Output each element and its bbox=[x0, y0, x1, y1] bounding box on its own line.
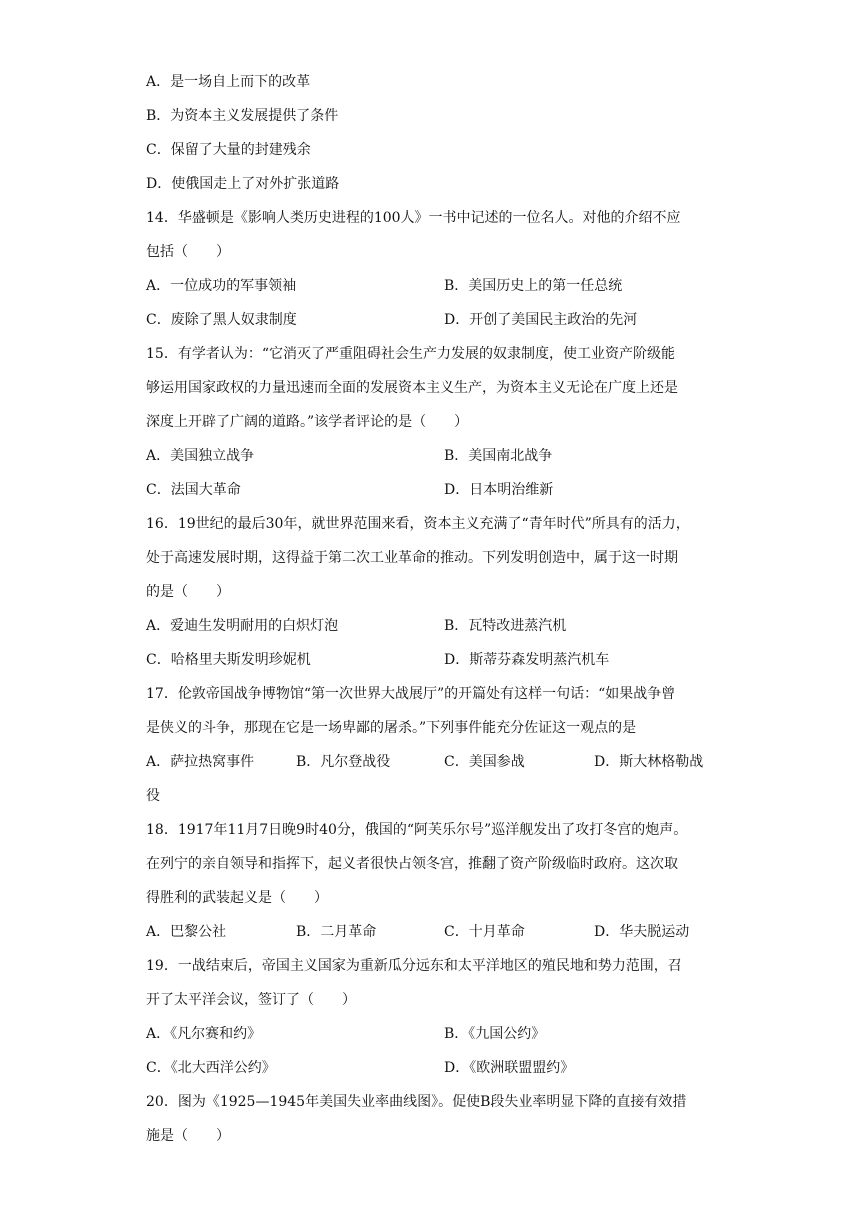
q17-stem-line-2: 是侠义的斗争，那现在它是一场卑鄙的屠杀。”下列事件能充分佐证这一观点的是 bbox=[146, 720, 637, 736]
q15-stem-line-1: 15．有学者认为：“它消灭了严重阻碍社会生产力发展的奴隶制度，使工业资产阶级能 bbox=[146, 346, 675, 362]
q14-option-d: D．开创了美国民主政治的先河 bbox=[444, 312, 638, 328]
q17-option-d-wrap: 役 bbox=[146, 788, 160, 804]
q16-stem-line-2: 处于高速发展时期，这得益于第二次工业革命的推动。下列发明创造中，属于这一时期 bbox=[146, 550, 678, 566]
q16-stem-line-1: 16．19世纪的最后30年，就世界范围来看，资本主义充满了“青年时代”所具有的活力， bbox=[146, 516, 690, 532]
q20-stem-line-1: 20．图为《1925—1945年美国失业率曲线图》。促使B段失业率明显下降的直接有效措 bbox=[146, 1094, 687, 1110]
q18-option-c: C．十月革命 bbox=[444, 924, 525, 940]
q13-option-a: A．是一场自上而下的改革 bbox=[146, 74, 311, 90]
q14-option-b: B．美国历史上的第一任总统 bbox=[444, 278, 623, 294]
q17-option-c: C．美国参战 bbox=[444, 754, 525, 770]
q18-option-b: B．二月革命 bbox=[296, 924, 377, 940]
q13-option-d: D．使俄国走上了对外扩张道路 bbox=[146, 176, 340, 192]
q19-option-d: D．《欧洲联盟盟约》 bbox=[444, 1060, 575, 1076]
q14-option-c: C．废除了黑人奴隶制度 bbox=[146, 312, 297, 328]
q15-stem-line-2: 够运用国家政权的力量迅速而全面的发展资本主义生产，为资本主义无论在广度上还是 bbox=[146, 380, 678, 396]
q13-option-b: B．为资本主义发展提供了条件 bbox=[146, 108, 339, 124]
q14-stem-line-1: 14．华盛顿是《影响人类历史进程的100人》一书中记述的一位名人。对他的介绍不应 bbox=[146, 210, 681, 226]
q19-option-a: A．《凡尔赛和约》 bbox=[146, 1026, 262, 1042]
q15-stem-line-3: 深度上开辟了广阔的道路。”该学者评论的是（ ） bbox=[146, 414, 469, 430]
q18-stem-line-1: 18．1917年11月7日晚9时40分，俄国的“阿芙乐尔号”巡洋舰发出了攻打冬宫的炮声。 bbox=[146, 822, 688, 838]
q18-stem-line-3: 得胜利的武装起义是（ ） bbox=[146, 890, 328, 906]
q17-stem-line-1: 17．伦敦帝国战争博物馆“第一次世界大战展厅”的开篇处有这样一句话：“如果战争曾 bbox=[146, 686, 676, 702]
q13-option-c: C．保留了大量的封建残余 bbox=[146, 142, 311, 158]
q17-option-d: D．斯大林格勒战 bbox=[594, 754, 704, 770]
q18-stem-line-2: 在列宁的亲自领导和指挥下，起义者很快占领冬宫，推翻了资产阶级临时政府。这次取 bbox=[146, 856, 678, 872]
q16-option-a: A．爱迪生发明耐用的白炽灯泡 bbox=[146, 618, 339, 634]
q15-option-d: D．日本明治维新 bbox=[444, 482, 554, 498]
q19-option-b: B．《九国公约》 bbox=[444, 1026, 546, 1042]
q14-option-a: A．一位成功的军事领袖 bbox=[146, 278, 297, 294]
q20-stem-line-2: 施是（ ） bbox=[146, 1128, 230, 1144]
q19-stem-line-1: 19．一战结束后，帝国主义国家为重新瓜分远东和太平洋地区的殖民地和势力范围，召 bbox=[146, 958, 682, 974]
q18-option-d: D．华夫脱运动 bbox=[594, 924, 690, 940]
q18-option-a: A．巴黎公社 bbox=[146, 924, 227, 940]
q15-option-a: A．美国独立战争 bbox=[146, 448, 255, 464]
q15-option-b: B．美国南北战争 bbox=[444, 448, 553, 464]
q14-stem-line-2: 包括（ ） bbox=[146, 244, 230, 260]
q16-option-b: B．瓦特改进蒸汽机 bbox=[444, 618, 567, 634]
q19-option-c: C．《北大西洋公约》 bbox=[146, 1060, 276, 1076]
q15-option-c: C．法国大革命 bbox=[146, 482, 241, 498]
q16-option-d: D．斯蒂芬森发明蒸汽机车 bbox=[444, 652, 610, 668]
q17-option-a: A．萨拉热窝事件 bbox=[146, 754, 255, 770]
q19-stem-line-2: 开了太平洋会议，签订了（ ） bbox=[146, 992, 356, 1008]
q16-stem-line-3: 的是（ ） bbox=[146, 584, 230, 600]
q16-option-c: C．哈格里夫斯发明珍妮机 bbox=[146, 652, 311, 668]
q17-option-b: B．凡尔登战役 bbox=[296, 754, 391, 770]
